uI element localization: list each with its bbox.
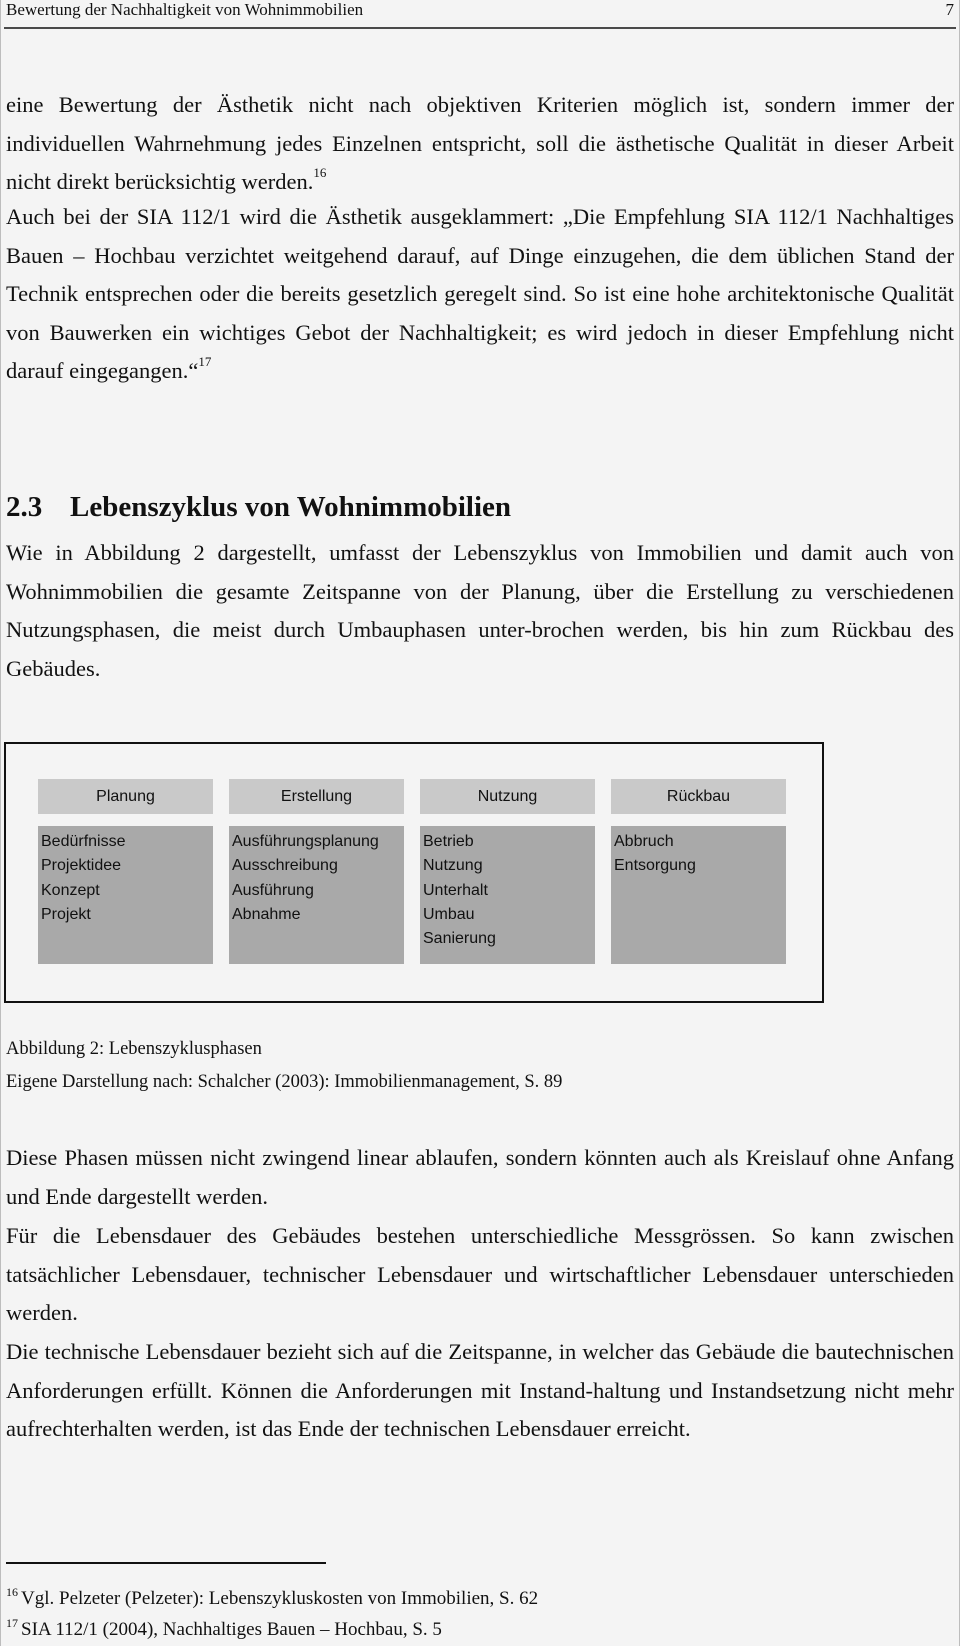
footnote-17 bbox=[6, 1614, 538, 1645]
running-header bbox=[6, 0, 954, 22]
header-rule bbox=[4, 27, 956, 29]
phase-item: Abnahme bbox=[232, 905, 301, 923]
paragraph-phases-nonlinear bbox=[6, 1139, 954, 1216]
phase-erstellung bbox=[229, 779, 404, 964]
page-number: 7 bbox=[945, 0, 954, 19]
figure-source: Eigene Darstellung nach: Schalcher (2003): Immobilienmanagement, S. 89 bbox=[6, 1072, 563, 1092]
phase-item: Ausführungsplanung bbox=[232, 833, 379, 850]
footnote-16 bbox=[6, 1583, 538, 1614]
phase-title: Nutzung bbox=[420, 779, 595, 814]
phase-rueckbau bbox=[611, 779, 786, 964]
phase-item: Umbau bbox=[423, 905, 475, 923]
lifecycle-figure bbox=[4, 742, 824, 1003]
footnote-text: SIA 112/1 (2004), Nachhaltiges Bauen – Hochbau, S. 5 bbox=[21, 1619, 442, 1640]
section-title: Lebenszyklus von Wohnimmobilien bbox=[70, 491, 512, 523]
phase-item: Bedürfnisse bbox=[41, 833, 126, 850]
phase-item: Projektidee bbox=[41, 857, 122, 875]
paragraph-text: Für die Lebensdauer des Gebäudes bestehen unterschiedliche Messgrössen. So kann zwischen tatsächlicher Lebensdauer, technischer Lebensdauer und wirtschaftlicher Lebensdauer unterschieden werden. bbox=[6, 1223, 954, 1325]
paragraph-text: Diese Phasen müssen nicht zwingend linear ablaufen, sondern könnten auch als Kreislauf ohne Anfang und Ende dargestellt werden. bbox=[6, 1145, 954, 1209]
phase-item: Betrieb bbox=[423, 833, 474, 850]
footnote-separator bbox=[6, 1562, 326, 1564]
paragraph-aesthetics bbox=[6, 86, 954, 202]
phase-item: Unterhalt bbox=[423, 881, 488, 899]
phase-items bbox=[420, 826, 595, 964]
footnote-ref-17[interactable]: 17 bbox=[198, 354, 212, 369]
paragraph-text: Auch bei der SIA 112/1 wird die Ästhetik ausgeklammert: „Die Empfehlung SIA 112/1 Nachhaltiges Bauen – Hochbau verzichtet weitgehend darauf, auf Dinge einzugehen, die dem üblichen Stand der Technik entsprechen oder die bereits gesetzlich geregelt sind. So ist eine hohe architektonische Qualität von Bauwerken ein wichtiges Gebot der Nachhaltigkeit; es wird jedoch in dieser Empfehlung nicht darauf eingegangen.“ bbox=[6, 204, 954, 383]
paragraph-section-intro bbox=[6, 534, 954, 688]
paragraph-lifespan-measures bbox=[6, 1217, 954, 1333]
footnote-number: 16 bbox=[6, 1585, 18, 1599]
paragraph-text: Wie in Abbildung 2 dargestellt, umfasst der Lebenszyklus von Immobilien und damit auch von Wohnimmobilien die gesamte Zeitspanne von der Planung, über die Erstellung zu verschiedenen Nutzungsphasen, die meist durch Umbauphasen unter-brochen werden, bis hin zum Rückbau des Gebäudes. bbox=[6, 540, 954, 681]
footnote-number: 17 bbox=[6, 1616, 18, 1630]
phase-title: Planung bbox=[38, 779, 213, 814]
phase-item: Abbruch bbox=[614, 833, 674, 850]
phase-item: Nutzung bbox=[423, 857, 483, 875]
section-heading bbox=[6, 489, 511, 525]
phase-items bbox=[229, 826, 404, 964]
phase-items bbox=[38, 826, 213, 964]
footnote-text: Vgl. Pelzeter (Pelzeter): Lebenszykluskosten von Immobilien, S. 62 bbox=[21, 1588, 539, 1609]
phase-item: Ausschreibung bbox=[232, 857, 338, 875]
phase-item: Ausführung bbox=[232, 881, 314, 899]
phase-title: Erstellung bbox=[229, 779, 404, 814]
paragraph-sia-quote bbox=[6, 198, 954, 391]
footnote-ref-16[interactable]: 16 bbox=[313, 165, 327, 180]
footnotes bbox=[6, 1583, 538, 1645]
paragraph-text: eine Bewertung der Ästhetik nicht nach objektiven Kriterien möglich ist, sondern immer der individuellen Wahrnehmung jedes Einzelnen entspricht, soll die ästhetische Qualität in dieser Arbeit nicht direkt berücksichtig werden. bbox=[6, 92, 954, 194]
page-edge-left bbox=[0, 0, 1, 1646]
phase-planung bbox=[38, 779, 213, 964]
phase-item: Konzept bbox=[41, 881, 100, 899]
phase-nutzung bbox=[420, 779, 595, 964]
phase-items bbox=[611, 826, 786, 964]
figure-caption: Abbildung 2: Lebenszyklusphasen bbox=[6, 1039, 262, 1059]
phase-item: Projekt bbox=[41, 905, 91, 923]
paragraph-text: Die technische Lebensdauer bezieht sich auf die Zeitspanne, in welcher das Gebäude die bautechnischen Anforderungen erfüllt. Können die Anforderungen mit Instand-haltung und Instandsetzung nicht mehr aufrechterhalten werden, ist das Ende der technischen Lebensdauer erreicht. bbox=[6, 1339, 954, 1441]
phase-item: Entsorgung bbox=[614, 857, 696, 875]
phase-title: Rückbau bbox=[611, 779, 786, 814]
paragraph-technical-lifespan bbox=[6, 1333, 954, 1449]
section-number: 2.3 bbox=[6, 491, 43, 523]
phase-item: Sanierung bbox=[423, 930, 496, 948]
header-title: Bewertung der Nachhaltigkeit von Wohnimmobilien bbox=[6, 0, 364, 19]
